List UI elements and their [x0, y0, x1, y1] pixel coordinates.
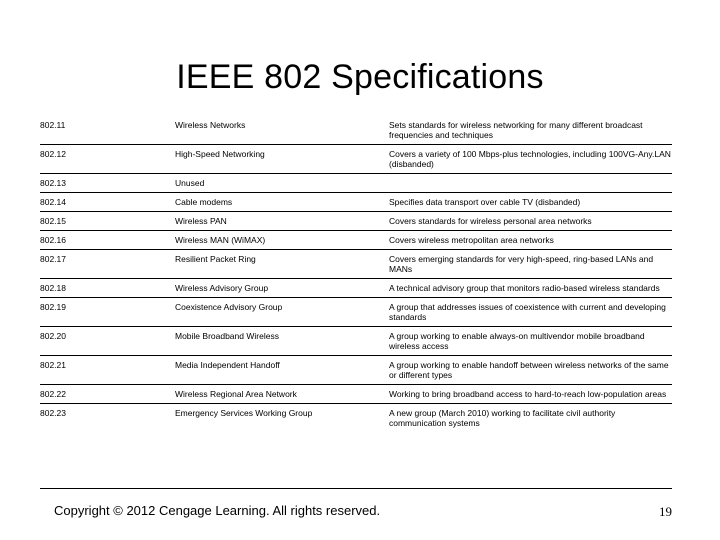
spec-description: A group working to enable handoff between wireless networks of the same or different types: [389, 356, 672, 385]
spec-description: A new group (March 2010) working to facilitate civil authority communication systems: [389, 408, 616, 428]
spec-number: 802.13: [40, 174, 175, 193]
spec-description: Covers wireless metropolitan area networks: [389, 231, 672, 250]
spec-name: High-Speed Networking: [175, 145, 389, 174]
spec-name: Wireless Networks: [175, 114, 389, 145]
page-title: IEEE 802 Specifications: [176, 58, 544, 96]
spec-description: Specifies data transport over cable TV (disbanded): [389, 193, 672, 212]
table-row: [40, 193, 672, 212]
spec-number: 802.14: [40, 193, 175, 212]
spec-description: Covers a variety of 100 Mbps-plus technologies, including 100VG-Any.LAN (disbanded): [389, 145, 672, 174]
spec-name: Wireless Advisory Group: [175, 279, 389, 298]
spec-number: 802.17: [40, 250, 175, 279]
specifications-table: [40, 114, 672, 432]
spec-name: Wireless MAN (WiMAX): [175, 231, 389, 250]
spec-number: 802.16: [40, 231, 175, 250]
spec-number: 802.19: [40, 298, 175, 327]
table-row: [40, 174, 672, 193]
table-row: [40, 231, 672, 250]
table-row: [40, 212, 672, 231]
footer-divider: [40, 488, 672, 489]
spec-description: Sets standards for wireless networking for many different broadcast frequencies and techniques: [389, 114, 672, 145]
table-row: [40, 298, 672, 327]
table-row: [40, 356, 672, 385]
spec-description: Working to bring broadband access to hard-to-reach low-population areas: [389, 385, 672, 404]
spec-description: Covers standards for wireless personal area networks: [389, 212, 672, 231]
table-row: [40, 327, 672, 356]
page-number: 19: [659, 504, 672, 519]
spec-description: Covers emerging standards for very high-speed, ring-based LANs and MANs: [389, 250, 672, 279]
copyright-notice: Copyright © 2012 Cengage Learning. All rights reserved.: [54, 503, 381, 518]
spec-number: 802.12: [40, 145, 175, 174]
spec-name: Resilient Packet Ring: [175, 250, 389, 279]
spec-name: Mobile Broadband Wireless: [175, 327, 389, 356]
spec-number: 802.22: [40, 385, 175, 404]
spec-name: Cable modems: [175, 193, 389, 212]
spec-number: 802.11: [40, 114, 175, 145]
spec-name: Media Independent Handoff: [175, 356, 389, 385]
spec-name: Unused: [175, 174, 389, 193]
spec-number: 802.23: [40, 408, 66, 418]
spec-name: Coexistence Advisory Group: [175, 298, 389, 327]
spec-number: 802.18: [40, 279, 175, 298]
spec-name: Wireless PAN: [175, 212, 389, 231]
spec-description: [389, 174, 672, 193]
spec-name: Wireless Regional Area Network: [175, 385, 389, 404]
spec-description: A group that addresses issues of coexistence with current and developing standards: [389, 298, 672, 327]
spec-name: Emergency Services Working Group: [175, 408, 313, 418]
table-row: [40, 385, 672, 404]
spec-description: A technical advisory group that monitors radio-based wireless standards: [389, 279, 672, 298]
table-row: [40, 279, 672, 298]
spec-description: A group working to enable always-on multivendor mobile broadband wireless access: [389, 327, 672, 356]
spec-number: 802.15: [40, 212, 175, 231]
spec-number: 802.21: [40, 356, 175, 385]
table-row: [40, 250, 672, 279]
spec-number: 802.20: [40, 327, 175, 356]
table-row: [40, 404, 672, 433]
table-row: [40, 145, 672, 174]
table-row: [40, 114, 672, 145]
